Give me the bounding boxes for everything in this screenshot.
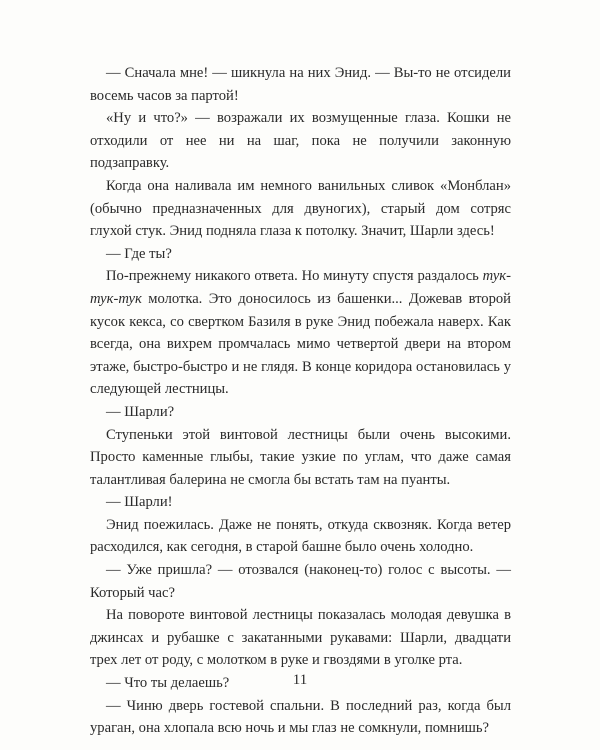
paragraph bbox=[90, 265, 511, 401]
paragraph: Энид поежилась. Даже не понять, откуда сквозняк. Когда ветер расходился, как сегодня, в старой башне было очень холодно. bbox=[90, 516, 511, 556]
paragraph: — Шарли! bbox=[106, 494, 173, 511]
body-text bbox=[90, 62, 511, 740]
paragraph: Когда она наливала им немного ванильных сливок «Монблан» (обычно предназначенных для двуногих), старый дом сотряс глухой стук. Энид подняла глаза к потолку. Значит, Шарли здесь! bbox=[90, 177, 511, 240]
italic-onomatopoeia: тук-тук-тук bbox=[90, 268, 511, 307]
paragraph: На повороте винтовой лестницы показалась молодая девушка в джинсах и рубашке с закатанными рукавами: Шарли, двадцати трех лет от роду, с молотком в руке и гвоздями в уголке рта. bbox=[90, 607, 511, 669]
paragraph: — Уже пришла? — отозвался (наконец-то) голос с высоты. — Который час? bbox=[90, 562, 511, 601]
page-number: 11 bbox=[292, 672, 308, 688]
paragraph: Ступеньки этой винтовой лестницы были очень высокими. Просто каменные глыбы, такие узкие по углам, что даже самая талантливая балерина не смогла бы встать там на пуанты. bbox=[90, 426, 511, 488]
paragraph-text: молотка. Это доносилось из башенки... Дожевав второй кусок кекса, со свертком Базиля в руке Энид побежала наверх. Как всегда, она вихрем промчалась мимо четвертой двери на втором этаже, быстро-быстро и не глядя. В конце коридора остановилась у следующей лестницы. bbox=[90, 290, 511, 398]
paragraph: — Чиню дверь гостевой спальни. В последний раз, когда был ураган, она хлопала всю ночь и мы глаз не сомкнули, помнишь? bbox=[90, 697, 511, 737]
paragraph-text: По-прежнему никакого ответа. Но минуту спустя раздалось bbox=[106, 268, 483, 285]
paragraph: — Сначала мне! — шикнула на них Энид. — Вы-то не отсидели восемь часов за партой! bbox=[90, 65, 511, 104]
paragraph: — Что ты делаешь? bbox=[106, 675, 230, 692]
paragraph: «Ну и что?» — возражали их возмущенные глаза. Кошки не отходили от нее ни на шаг, пока не получили законную подзаправку. bbox=[90, 110, 511, 172]
paragraph: — Шарли? bbox=[106, 403, 175, 420]
paragraph: — Где ты? bbox=[106, 245, 172, 262]
